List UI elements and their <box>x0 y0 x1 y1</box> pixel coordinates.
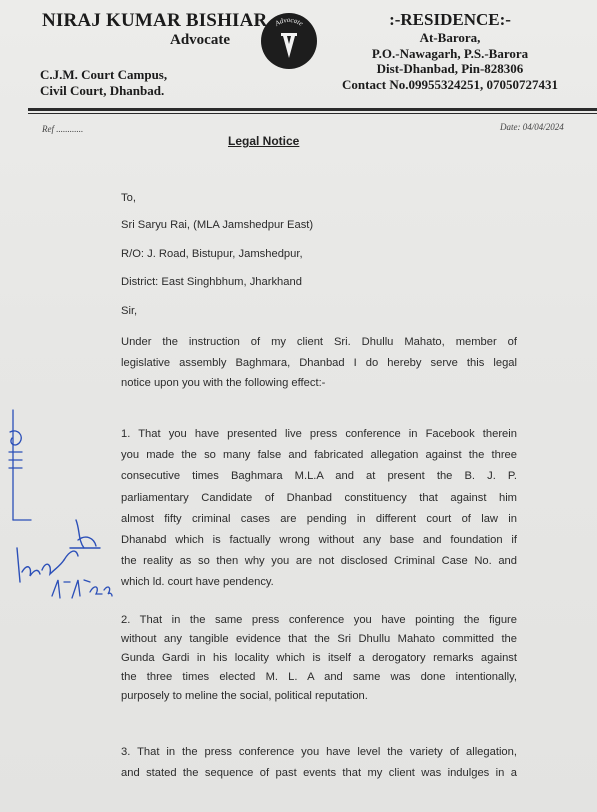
contact-numbers: Contact No.09955324251, 07050727431 <box>342 76 558 92</box>
residence-line-2: P.O.-Nawagarh, P.S.-Barora <box>371 45 529 61</box>
intro-line: legislative assembly Baghmara, Dhanbad I do hereby serve this legal <box>121 356 517 369</box>
residence-line-3: Dist-Dhanbad, Pin-828306 <box>376 61 524 76</box>
point-1-line: Dhanabd which is factually wrong without any base and foundation if <box>121 534 517 547</box>
point-1-line: parliamentary Candidate of Dhanbad constituency that against him <box>121 491 517 504</box>
salutation: Sir, <box>121 305 138 317</box>
office-line-1: C.J.M. Court Campus, <box>40 67 168 82</box>
handwritten-date <box>52 580 112 598</box>
point-2-line: 2. That in the same press conference you have pointing the figure <box>121 614 517 626</box>
notice-title: Legal Notice <box>228 134 300 148</box>
point-3-line: and stated the sequence of past events that my client was indulges in a <box>121 767 517 779</box>
point-1-line: which ld. court have pendency. <box>121 576 274 589</box>
intro-line: Under the instruction of my client Sri. Dhullu Mahato, member of <box>121 336 517 348</box>
point-3-line: 3. That in the press conference you have level the variety of allegation, <box>121 746 517 758</box>
emblem-text: Advocate <box>273 15 305 28</box>
reference-field: Ref ............ <box>42 124 84 134</box>
point-2-line: without any tangible evidence that the Sri Dhullu Mahato committed the <box>121 633 517 645</box>
advocate-role: Advocate <box>170 32 230 48</box>
date-field: Date: 04/04/2024 <box>500 122 564 132</box>
point-2-line: Gunda Gardi in his locality which is itself a derogatory remarks against <box>121 652 517 664</box>
residence-title: :-RESIDENCE:- <box>389 10 511 29</box>
point-2-line: purposely to meline the social, political reputation. <box>121 690 368 702</box>
handwritten-signature <box>17 520 100 582</box>
advocate-name: NIRAJ KUMAR BISHIAR <box>42 10 268 31</box>
residence-line-1: At-Barora, <box>419 30 481 45</box>
point-2-line: the three times elected M. L. A and same was done intentionally, <box>121 671 517 683</box>
office-line-2: Civil Court, Dhanbad. <box>40 83 165 98</box>
margin-initials-scribble <box>9 410 31 520</box>
addressee-name: Sri Saryu Rai, (MLA Jamshedpur East) <box>121 219 314 231</box>
address-to: To, <box>121 192 136 204</box>
point-1-line: 1. That you have presented live press conference in Facebook therein <box>121 428 517 440</box>
point-1-line: almost fifty criminal cases are pending in different court of law in <box>121 512 517 525</box>
point-1-line: you made the so many false and fabricated allegation against the three <box>121 449 517 462</box>
intro-line: notice upon you with the following effect:- <box>121 377 326 389</box>
point-1-line: the reality as so then why you are not disclosed Criminal Case No. and <box>121 555 517 568</box>
addressee-residence: R/O: J. Road, Bistupur, Jamshedpur, <box>121 248 303 260</box>
point-1-line: consecutive times Baghmara M.L.A and at present the B. J. P. <box>121 470 517 483</box>
addressee-district: District: East Singhbhum, Jharkhand <box>121 276 302 288</box>
